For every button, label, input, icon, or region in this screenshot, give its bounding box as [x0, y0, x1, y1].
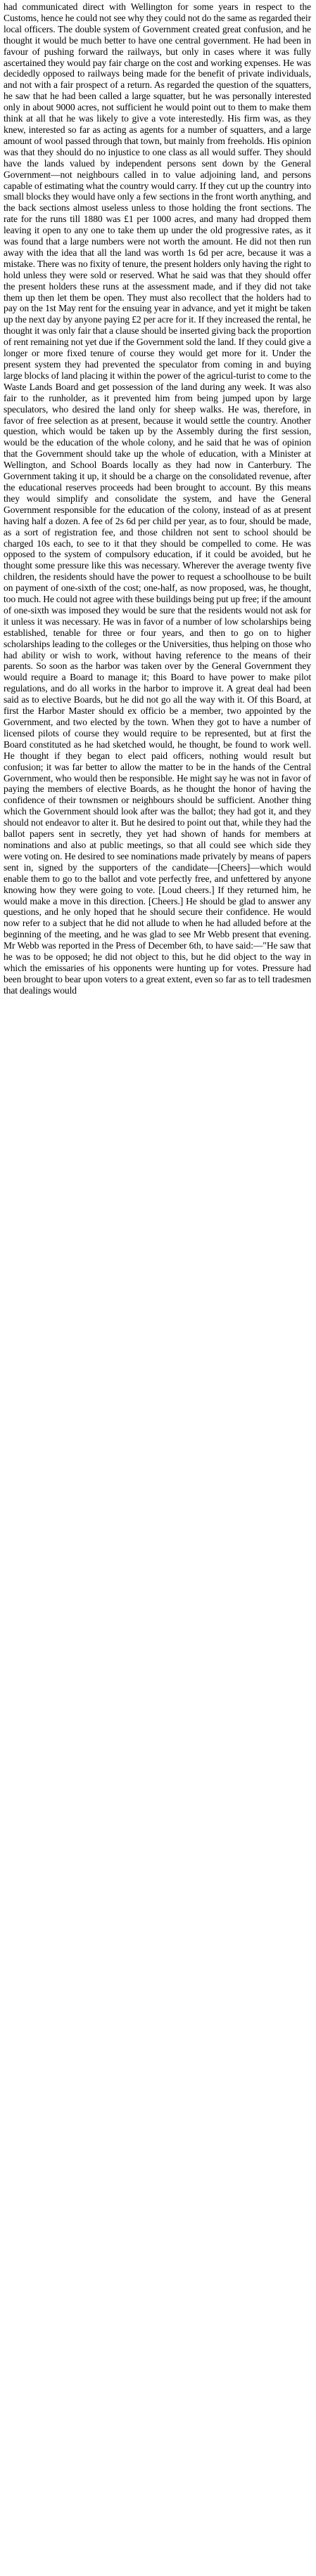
article-column: [4, 1, 311, 996]
article-paragraph: had communicated direct with Wellington for some years in respect to the Customs, hence he could not see why they could not do the same as regarded their local officers. The double system of Government created great confusion, and he thought it would be much better to have one central government. He had been in favour of pushing forward the railways, but only in cases where it was fully ascertained they would pay fair charge on the cost and working expenses. He was decidedly opposed to railways being made for the benefit of private individuals, and not with a fair prospect of a return. As regarded the question of the squatters, he saw that he had been called a large squatter, but he was personally interested only in about 9000 acres, not sufficient he would point out to them to make them think at all that he was likely to give a vote interestedly. His firm was, as they knew, interested so far as acting as agents for a number of squatters, and a large amount of wool passed through that town, but mainly from freeholds. His opinion was that they should do no injustice to one class as all would suffer. They should have the lands valued by independent persons sent down by the General Government—not neighbours called in to value adjoining land, and persons capable of estimating what the country would carry. If they cut up the country into small blocks they would have only a few sections in the front worth anything, and the back sections almost useless unless to those holding the front sections. The rate for the runs till 1880 was £1 per 1000 acres, and many had dropped them leaving it open to any one to take them up under the old progressive rates, as it was found that a large numbers were not worth the amount. He did not then run away with the idea that all the land was worth 1s 6d per acre, because it was a mistake. There was no fixity of tenure, the present holders only having the right to hold unless they were sold or reserved. What he said was that they should offer the present holders these runs at the assessment made, and if they did not take them up then let them be open. They must also recollect that the holders had to pay on the 1st May rent for the ensuing year in advance, and yet it might be taken up the next day by anyone paying £2 per acre for it. If they increased the rental, he thought it was only fair that a clause should be inserted giving back the proportion of rent remaining not yet due if the Government sold the land. If they could give a longer or more fixed tenure of course they would get more for it. Under the present system they had prevented the speculator from coming in and buying large blocks of land placing it within the power of the agricul-turist to come to the Waste Lands Board and get possession of the land during any week. It was also fair to the runholder, as it prevented him from being jumped upon by large speculators, who desired the land only for sheep walks. He was, therefore, in favor of free selection as at present, because it would settle the country. Another question, which would be taken up by the Assembly during the first session, would be the education of the whole colony, and he said that he was of opinion that the Government should take up the whole of education, with a Minister at Wellington, and School Boards locally as they had now in Canterbury. The Government taking it up, it should be a charge on the consolidated revenue, after the educational reserves proceeds had been brought to account. By this means they would simplify and consolidate the system, and have the General Government responsible for the education of the colony, instead of as at present having half a dozen. A fee of 2s 6d per child per year, as to four, should be made, as a sort of registration fee, and those children not sent to school should be charged 10s each, to see to it that they should be compelled to come. He was opposed to the system of compulsory education, if it could be avoided, but he thought some pressure like this was necessary. Wherever the average twenty five children, the residents should have the power to request a schoolhouse to be built on payment of one-sixth of the cost; one-half, as now proposed, was, he thought, too much. He could not agree with these buildings being put up free; if the amount of one-sixth was imposed they would be sure that the residents would not ask for it unless it was necessary. He was in favor of a number of low scholarships being established, tenable for three or four years, and then to go on to higher scholarships leading to the colleges or the Universities, thus helping on those who had ability or wish to work, without having reference to the means of their parents. So soon as the harbor was taken over by the General Government they would require a Board to manage it; this Board to have power to make pilot regulations, and do all works in the harbor to improve it. A great deal had been said as to elective Boards, but he did not go all the way with it. Of this Board, at first the Harbor Master should ex officio be a member, two appointed by the Government, and two elected by the town. When they got to have a number of licensed pilots of course they would require to be represented, but at first the Board constituted as he had sketched would, he thought, be found to work well. He thought if they began to elect paid officers, nothing would result but confusion; it was far better to allow the matter to be in the hands of the Central Government, who would then be responsible. He might say he was not in favor of paying the members of elective Boards, as he thought the honor of having the confidence of their townsmen or neighbours should be sufficient. Another thing which the Government should look after was the ballot; they had got it, and they should not endeavor to alter it. But he desired to point out that, while they had the ballot papers sent in secretly, they yet had shown of hands for members at nominations and also at public meetings, so that all could see which side they were voting on. He desired to see nominations made privately by means of papers sent in, signed by the supporters of the candidate—[Cheers]—which would enable them to go to the ballot and vote perfectly free, and unfettered by anyone knowing how they were going to vote. [Loud cheers.] If they returned him, he would make a move in this direction. [Cheers.] He should be glad to answer any questions, and he only hoped that he should secure their confidence. He would now refer to a subject that he did not allude to when he had alluded before at the beginning of the meeting, and he was glad to see Mr Webb present that evening. Mr Webb was reported in the Press of December 6th, to have said:—"He saw that he was to be opposed; he did not object to this, but he did object to the way in which the emissaries of his opponents were hunting up for votes. Pressure had been brought to bear upon voters to a great extent, even so far as to tell tradesmen that dealings would: [4, 1, 311, 996]
